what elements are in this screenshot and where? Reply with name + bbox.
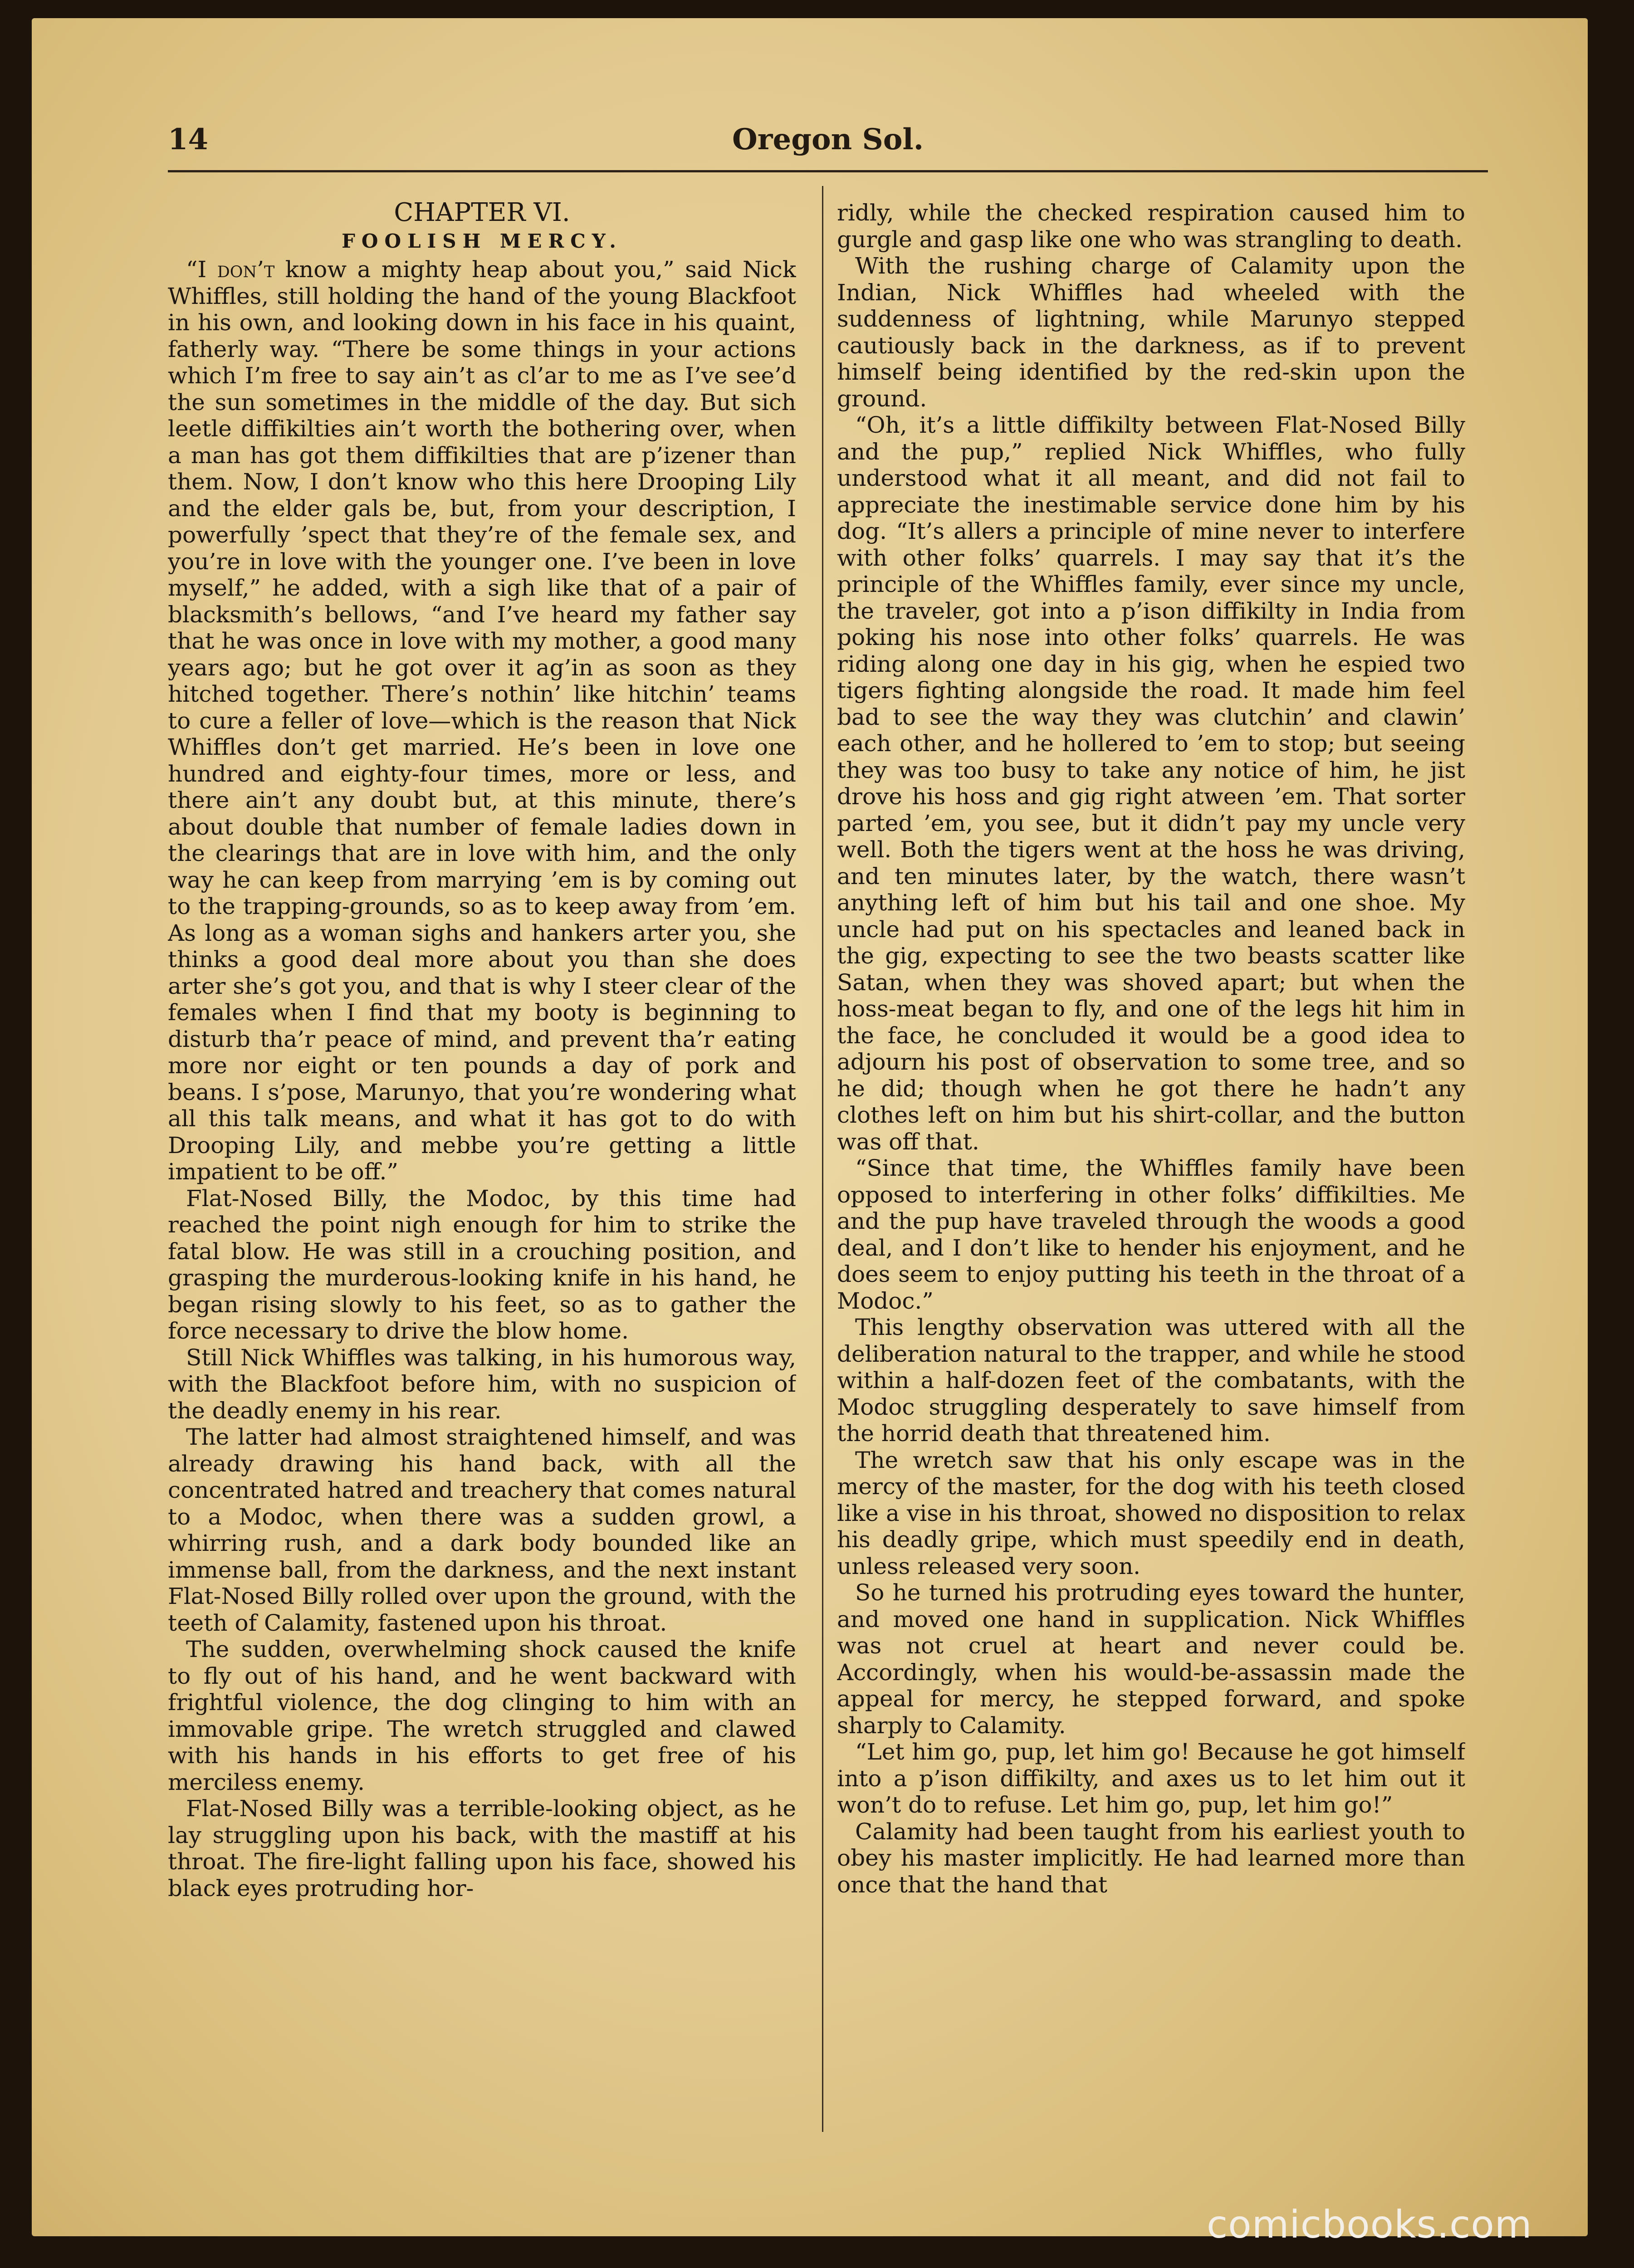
running-title: Oregon Sol. xyxy=(732,122,924,156)
header-rule xyxy=(168,170,1488,172)
column-divider xyxy=(822,186,823,2132)
opening-words: “I don’t xyxy=(186,256,275,283)
paragraph: So he turned his protruding eyes toward the hunter, and moved one hand in supplication. Nick Whiffles was not cruel at heart and never could be. Accordingly, when his would-be-assassin made the appeal for mercy, he stepped forward, and spoke sharply to Calamity. xyxy=(837,1579,1465,1739)
paragraph: Calamity had been taught from his earliest youth to obey his master implicitly. He had learned more than once that the hand that xyxy=(837,1818,1465,1898)
left-column xyxy=(168,200,796,2136)
paragraph: With the rushing charge of Calamity upon the Indian, Nick Whiffles had wheeled with the suddenness of lightning, while Marunyo stepped cautiously back in the darkness, as if to prevent himself being identified by the red-skin upon the ground. xyxy=(837,253,1465,412)
paragraph: This lengthy observation was uttered with all the deliberation natural to the trapper, and while he stood within a half-dozen feet of the combatants, with the Modoc struggling desperately to save himself from the horrid death that threatened him. xyxy=(837,1314,1465,1447)
right-column xyxy=(837,200,1465,2136)
paragraph-text: know a mighty heap about you,” said Nick Whiffles, still holding the hand of the young Blackfoot in his own, and looking down in his face in his quaint, fatherly way. “There be some things in your actions which I’m free to say ain’t as cl’ar to me as I’ve see’d the sun sometimes in the middle of the day. But sich leetle diffikilties ain’t worth the bothering over, when a man has got them diffikilties that are p’izener than them. Now, I don’t know who this here Drooping Lily and the elder gals be, but, from your description, I powerfully ’spect that they’re of the female sex, and you’re in love with the younger one. I’ve been in love myself,” he added, with a sigh like that of a pair of blacksmith’s bellows, “and I’ve heard my father say that he was once in love with my mother, a good many years ago; but he got over it ag’in as soon as they hitched together. There’s nothin’ like hitchin’ teams to cure a feller of love—which is the reason that Nick Whiffles don’t get married. He’s been in love one hundred and eighty-four times, more or less, and there ain’t any doubt but, at this minute, there’s about double that number of female ladies down in the clearings that are in love with him, and the only way he can keep from marrying ’em is by coming out to the trapping-grounds, so as to keep away from ’em. As long as a woman sighs and hankers arter you, she thinks a good deal more about you than she does arter she’s got you, and that is why I steer clear of the females when I find that my booty is beginning to disturb tha’r peace of mind, and prevent tha’r eating more nor eight or ten pounds a day of pork and beans. I s’pose, Marunyo, that you’re wondering what all this talk means, and what it has got to do with Drooping Lily, and mebbe you’re getting a little impatient to be off.” xyxy=(168,256,796,1185)
chapter-subtitle: FOOLISH MERCY. xyxy=(342,230,622,252)
paragraph: Flat-Nosed Billy, the Modoc, by this time had reached the point nigh enough for him to strike the fatal blow. He was still in a crouching position, and grasping the murderous-looking knife in his hand, he began rising slowly to his feet, so as to gather the force necessary to drive the blow home. xyxy=(168,1185,796,1344)
page-header xyxy=(168,122,1488,172)
paragraph: Flat-Nosed Billy was a terrible-looking object, as he lay struggling upon his back, with the mastiff at his throat. The fire-light falling upon his face, showed his black eyes protruding hor- xyxy=(168,1795,796,1901)
paragraph: The sudden, overwhelming shock caused the knife to fly out of his hand, and he went backward with frightful violence, the dog clinging to him with an immovable gripe. The wretch struggled and clawed with his hands in his efforts to get free of his merciless enemy. xyxy=(168,1636,796,1795)
paragraph: Still Nick Whiffles was talking, in his humorous way, with the Blackfoot before him, with no suspicion of the deadly enemy in his rear. xyxy=(168,1344,796,1424)
paragraph: “Oh, it’s a little diffikilty between Flat-Nosed Billy and the pup,” replied Nick Whiffles, who fully understood what it all meant, and did not fail to appreciate the inestimable service done him by his dog. “It’s allers a principle of mine never to interfere with other folks’ quarrels. I may say that it’s the principle of the Whiffles family, ever since my uncle, the traveler, got into a p’ison diffikilty in India from poking his nose into other folks’ quarrels. He was riding along one day in his gig, when he espied two tigers fighting alongside the road. It made him feel bad to see the way they was clutchin’ and clawin’ each other, and he hollered to ’em to stop; but seeing they was too busy to take any notice of him, he jist drove his hoss and gig right atween ’em. That sorter parted ’em, you see, but it didn’t pay my uncle very well. Both the tigers went at the hoss he was driving, and ten minutes later, by the watch, there wasn’t anything left of him but his tail and one shoe. My uncle had put on his spectacles and leaned back in the gig, expecting to see the two beasts scatter like Satan, when they was shoved apart; but when the hoss-meat began to fly, and one of the legs hit him in the face, he concluded it would be a good idea to adjourn his post of observation to some tree, and so he did; though when he got there he hadn’t any clothes left on him but his shirt-collar, and the button was off that. xyxy=(837,412,1465,1155)
paragraph: The wretch saw that his only escape was in the mercy of the master, for the dog with his teeth closed like a vise in his throat, showed no disposition to relax his deadly gripe, which must speedily end in death, unless released very soon. xyxy=(837,1447,1465,1579)
paragraph xyxy=(168,256,796,1185)
page-number: 14 xyxy=(168,122,209,156)
paragraph-continued: ridly, while the checked respiration caused him to gurgle and gasp like one who was strangling to death. xyxy=(837,200,1465,253)
paragraph: “Let him go, pup, let him go! Because he got himself into a p’ison diffikilty, and axes us to let him out it won’t do to refuse. Let him go, pup, let him go!” xyxy=(837,1739,1465,1818)
site-watermark: comicbooks.com xyxy=(1207,2202,1532,2247)
paragraph: The latter had almost straightened himself, and was already drawing his hand back, with all the concentrated hatred and treachery that comes natural to a Modoc, when there was a sudden growl, a whirring rush, and a dark body bounded like an immense ball, from the darkness, and the next instant Flat-Nosed Billy rolled over upon the ground, with the teeth of Calamity, fastened upon his throat. xyxy=(168,1424,796,1636)
chapter-title: CHAPTER VI. xyxy=(394,200,570,227)
paragraph: “Since that time, the Whiffles family have been opposed to interfering in other folks’ diffikilties. Me and the pup have traveled through the woods a good deal, and I don’t like to hender his enjoyment, and he does seem to enjoy putting his teeth in the throat of a Modoc.” xyxy=(837,1155,1465,1314)
